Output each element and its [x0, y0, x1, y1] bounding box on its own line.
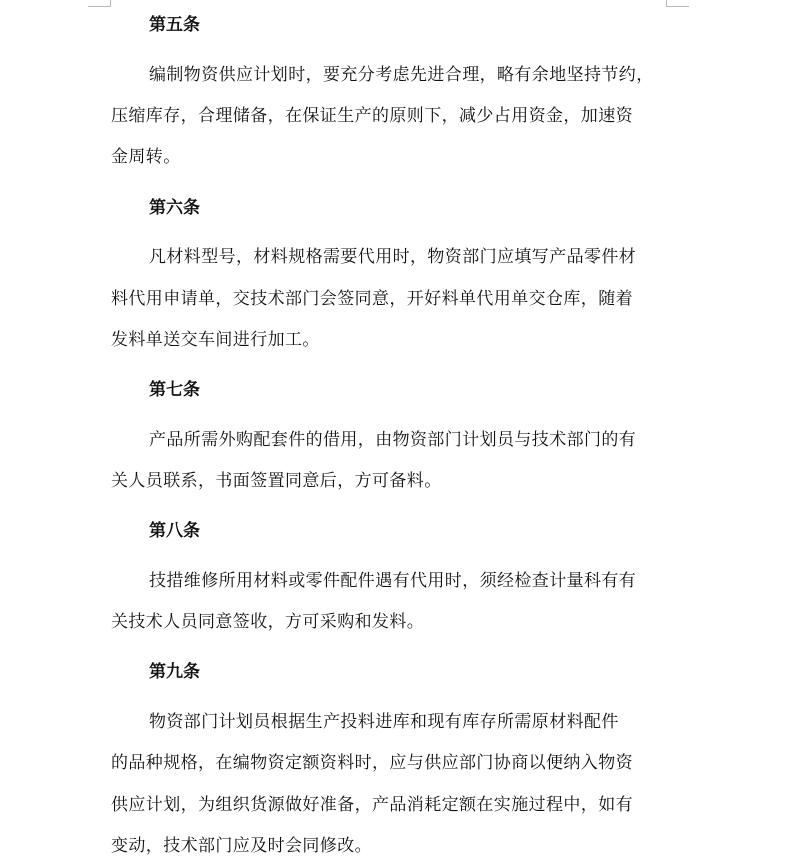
article-6-line-3: 发料单送交车间进行加工。	[111, 330, 320, 350]
article-7-line-2: 关人员联系，书面签置同意后，方可备料。	[111, 471, 442, 491]
article-heading-7: 第七条	[149, 380, 200, 400]
article-9-line-2: 的品种规格，在编物资定额资料时，应与供应部门协商以便纳入物资	[111, 753, 633, 773]
article-heading-5: 第五条	[149, 15, 200, 35]
article-9-line-1: 物资部门计划员根据生产投料进库和现有库存所需原材料配件	[149, 712, 619, 732]
article-7-line-1: 产品所需外购配套件的借用，由物资部门计划员与技术部门的有	[149, 430, 637, 450]
article-5-line-2: 压缩库存，合理储备，在保证生产的原则下，减少占用资金，加速资	[111, 106, 633, 126]
article-8-line-2: 关技术人员同意签收，方可采购和发料。	[111, 612, 425, 632]
article-heading-9: 第九条	[149, 662, 200, 682]
article-heading-6: 第六条	[149, 198, 200, 218]
crop-mark-left	[88, 0, 111, 7]
article-9-line-3: 供应计划，为组织货源做好准备，产品消耗定额在实施过程中，如有	[111, 795, 633, 815]
crop-mark-right	[666, 0, 689, 7]
article-9-line-4: 变动，技术部门应及时会同修改。	[111, 836, 372, 856]
article-heading-8: 第八条	[149, 521, 200, 541]
article-5-line-3: 金周转。	[111, 147, 181, 167]
article-5-line-1: 编制物资供应计划时，要充分考虑先进合理，略有余地坚持节约，	[149, 65, 654, 85]
article-6-line-2: 料代用申请单，交技术部门会签同意，开好料单代用单交仓库，随着	[111, 289, 633, 309]
article-8-line-1: 技措维修所用材料或零件配件遇有代用时，须经检查计量科有有	[149, 571, 637, 591]
article-6-line-1: 凡材料型号，材料规格需要代用时，物资部门应填写产品零件材	[149, 247, 637, 267]
